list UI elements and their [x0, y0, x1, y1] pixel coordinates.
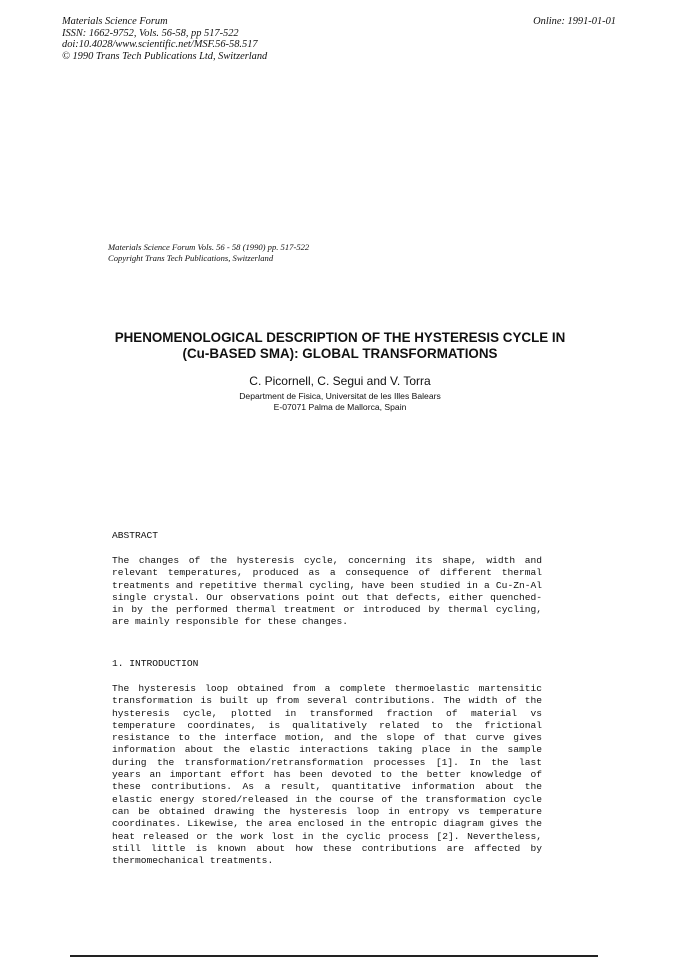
citation-line-2: Copyright Trans Tech Publications, Switzerland: [108, 253, 274, 263]
abstract-heading: ABSTRACT: [112, 530, 159, 541]
affiliation: [90, 391, 590, 413]
copyright-line: © 1990 Trans Tech Publications Ltd, Switzerland: [62, 50, 268, 62]
original-citation: [108, 242, 309, 264]
abstract-body: [112, 555, 542, 629]
abstract-text: The changes of the hysteresis cycle, concerning its shape, width and relevant temperatures, produced as a consequence of different thermal treatments and repetitive thermal cycling, have been studied in a Cu-Zn-Al single crystal. Our observations point out that defects, either quenched-in by the performed thermal treatment or introduced by thermal cycling, are mainly responsible for these changes.: [112, 555, 542, 628]
introduction-heading: 1. INTRODUCTION: [112, 658, 199, 669]
paper-title: [90, 330, 590, 362]
introduction-body: [112, 683, 542, 867]
introduction-text: The hysteresis loop obtained from a complete thermoelastic martensitic transformation is built up from several contributions. The width of the hysteresis cycle, plotted in transformed fraction of material vs temperature coordinates, is qualitatively related to the frictional resistance to the interface motion, and the slope of that curve gives information about the elastic interactions taking place in the sample during the transformation/retransformation processes [1]. In the last years an important effort has been devoted to the better knowledge of these contributions. As a result, quantitative information about the elastic energy stored/released in the course of the transformation cycle can be obtained drawing the hysteresis loop in entropy vs temperature coordinates. Likewise, the area enclosed in the entropic diagram gives the heat released or the work lost in the cyclic process [2]. Nevertheless, still little is known about how these contributions are affected by thermomechanical treatments.: [112, 683, 542, 867]
citation-line-1: Materials Science Forum Vols. 56 - 58 (1990) pp. 517-522: [108, 242, 310, 252]
affiliation-line-2: E-07071 Palma de Mallorca, Spain: [273, 402, 407, 412]
online-date: Online: 1991-01-01: [533, 16, 616, 27]
issn-line: ISSN: 1662-9752, Vols. 56-58, pp 517-522: [62, 27, 239, 39]
doi-line[interactable]: doi:10.4028/www.scientific.net/MSF.56-58.517: [62, 39, 258, 51]
footer-rule: [70, 955, 598, 957]
journal-name: Materials Science Forum: [62, 16, 168, 27]
authors: C. Picornell, C. Segui and V. Torra: [249, 374, 431, 388]
title-line-1: PHENOMENOLOGICAL DESCRIPTION OF THE HYSTERESIS CYCLE IN: [114, 330, 566, 345]
title-line-2: (Cu-BASED SMA): GLOBAL TRANSFORMATIONS: [182, 346, 498, 361]
publication-header: [62, 16, 267, 62]
affiliation-line-1: Department de Fisica, Universitat de les Illes Balears: [239, 391, 441, 401]
